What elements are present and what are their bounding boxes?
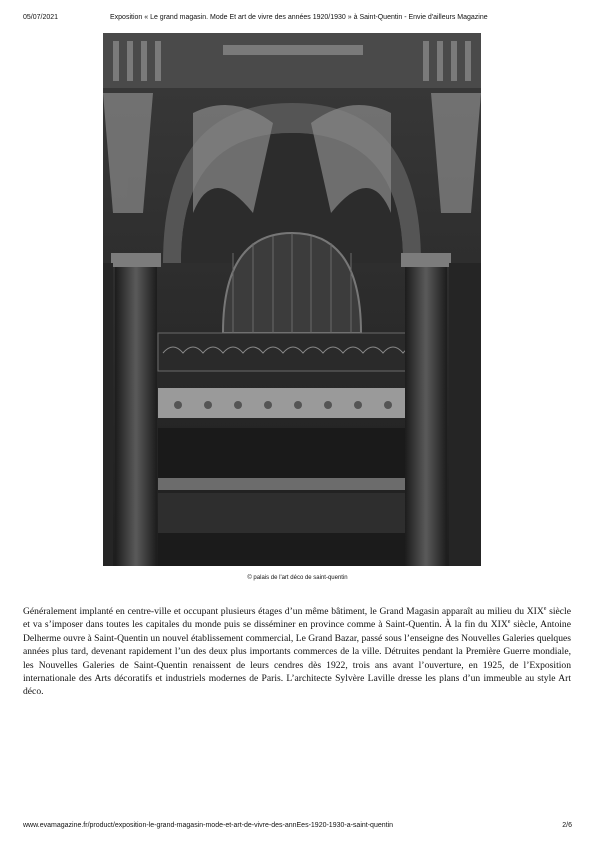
footer-url: www.evamagazine.fr/product/exposition-le-grand-magasin-mode-et-art-de-vivre-des-annEes-1920-1930-a-saint-quentin	[23, 822, 394, 829]
print-date: 05/07/2021	[23, 14, 59, 21]
page-number: 2/6	[562, 822, 572, 829]
page-header-title: Exposition « Le grand magasin. Mode Et art de vivre des années 1920/1930 » à Saint-Quentin - Envie d'ailleurs Magazine	[110, 14, 488, 21]
article-paragraph: Généralement implanté en centre-ville et occupant plusieurs étages d’un même bâtiment, le Grand Magasin apparaît au milieu du XIXe siècle et va s’imposer dans toutes les capitales du monde puis se disséminer en province comme à Saint-Quentin. À la fin du XIXe siècle, Antoine Delherme ouvre à Saint-Quentin un nouvel établissement commercial, Le Grand Bazar, passé sous l’enseigne des Nouvelles Galeries quelques années plus tard, devenant rapidement l’un des deux plus importants commerces de la ville. Détruites pendant la Première Guerre mondiale, les Nouvelles Galeries de Saint-Quentin renaissent de leurs cendres dès 1922, trois ans avant l’ouverture, en 1925, de l’Exposition internationale des Arts décoratifs et industriels modernes de Paris. L’architecte Sylvère Laville dresse les plans d’un immeuble au style Art déco.	[23, 605, 571, 698]
art-deco-interior-photo	[103, 33, 481, 566]
photo-caption: © palais de l'art déco de saint-quentin	[247, 575, 348, 581]
